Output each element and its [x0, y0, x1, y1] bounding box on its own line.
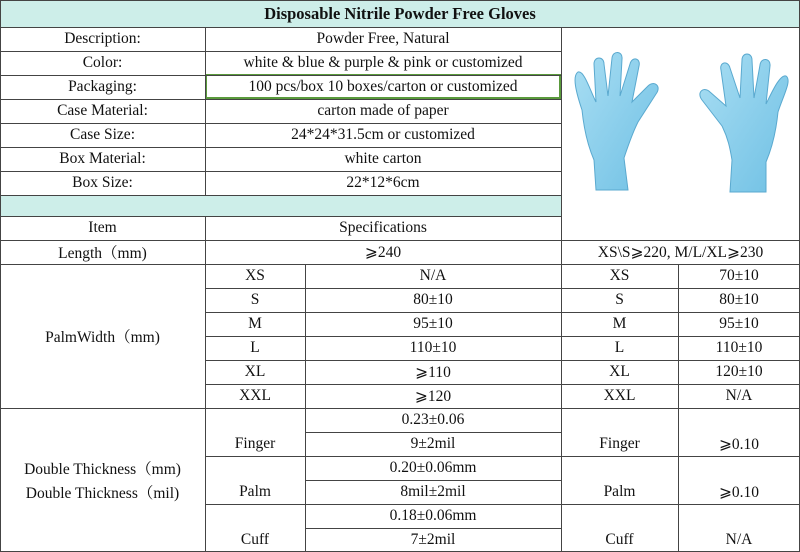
value-box-size: 22*12*6cm [346, 174, 420, 191]
label-packaging: Packaging: [68, 78, 137, 95]
palm-value-left: 80±10 [413, 291, 453, 308]
label-length: Length（mm) [58, 245, 147, 262]
palm-value-left: ⩾110 [415, 363, 451, 381]
label-color: Color: [82, 54, 123, 71]
header-item: Item [88, 219, 117, 236]
palm-size-right: S [615, 291, 624, 308]
label-thickness-mm: Double Thickness（mm) [24, 461, 181, 478]
label-case-material: Case Material: [57, 102, 148, 119]
palm-size: L [250, 339, 260, 356]
thickness-value-right: ⩾0.10 [718, 483, 760, 501]
value-description: Powder Free, Natural [316, 30, 450, 47]
palm-size-right: XL [609, 363, 630, 380]
header-specifications: Specifications [339, 219, 427, 236]
palm-size-right: XS [609, 267, 630, 284]
value-case-material: carton made of paper [317, 102, 449, 119]
label-case-size: Case Size: [70, 126, 135, 143]
palm-value-right: 110±10 [715, 339, 763, 356]
palm-value-left: ⩾120 [414, 387, 452, 405]
thickness-part: Palm [239, 483, 271, 500]
value-packaging: 100 pcs/box 10 boxes/carton or customized [205, 74, 561, 99]
palm-value-right: N/A [725, 387, 753, 404]
thickness-part: Finger [234, 435, 276, 452]
thickness-value-right: ⩾0.10 [718, 435, 760, 453]
thickness-mil: 7±2mil [410, 531, 456, 548]
thickness-part-right: Finger [599, 435, 640, 452]
thickness-mil: 9±2mil [410, 435, 456, 452]
value-length-left: ⩾240 [364, 243, 402, 261]
value-box-material: white carton [344, 150, 422, 167]
thickness-mil: 8mil±2mil [400, 483, 466, 500]
palm-size: XL [244, 363, 266, 380]
palm-value-left: 95±10 [413, 315, 453, 332]
thickness-value-right: N/A [725, 531, 753, 548]
palm-value-right: 80±10 [719, 291, 759, 308]
thickness-mm: 0.23±0.06 [401, 411, 465, 428]
sheet-title: Disposable Nitrile Powder Free Gloves [0, 0, 800, 27]
thickness-part: Cuff [240, 531, 270, 548]
thickness-part-right: Palm [603, 483, 636, 500]
palm-size: XS [245, 267, 265, 284]
palm-size: XXL [239, 387, 271, 404]
palm-value-left: 110±10 [409, 339, 457, 356]
palm-size-right: M [612, 315, 627, 332]
value-case-size: 24*24*31.5cm or customized [291, 126, 475, 143]
palm-value-right: 120±10 [715, 363, 763, 380]
thickness-mm: 0.20±0.06mm [389, 459, 477, 476]
value-color: white & blue & purple & pink or customized [243, 54, 523, 71]
label-box-size: Box Size: [72, 174, 133, 191]
palm-value-right: 70±10 [719, 267, 759, 284]
palm-value-left: N/A [419, 267, 447, 284]
label-description: Description: [64, 30, 141, 47]
palm-size: M [248, 315, 262, 332]
palm-size: S [250, 291, 260, 308]
value-length-right: XS\S⩾220, M/L/XL⩾230 [597, 243, 764, 261]
thickness-mm: 0.18±0.06mm [389, 507, 477, 524]
palm-size-right: XXL [603, 387, 636, 404]
thickness-part-right: Cuff [605, 531, 634, 548]
label-thickness-mil: Double Thickness（mil) [25, 485, 180, 502]
palm-size-right: L [614, 339, 625, 356]
label-palm-width: PalmWidth（mm) [45, 329, 160, 346]
palm-value-right: 95±10 [719, 315, 759, 332]
label-box-material: Box Material: [59, 150, 146, 167]
